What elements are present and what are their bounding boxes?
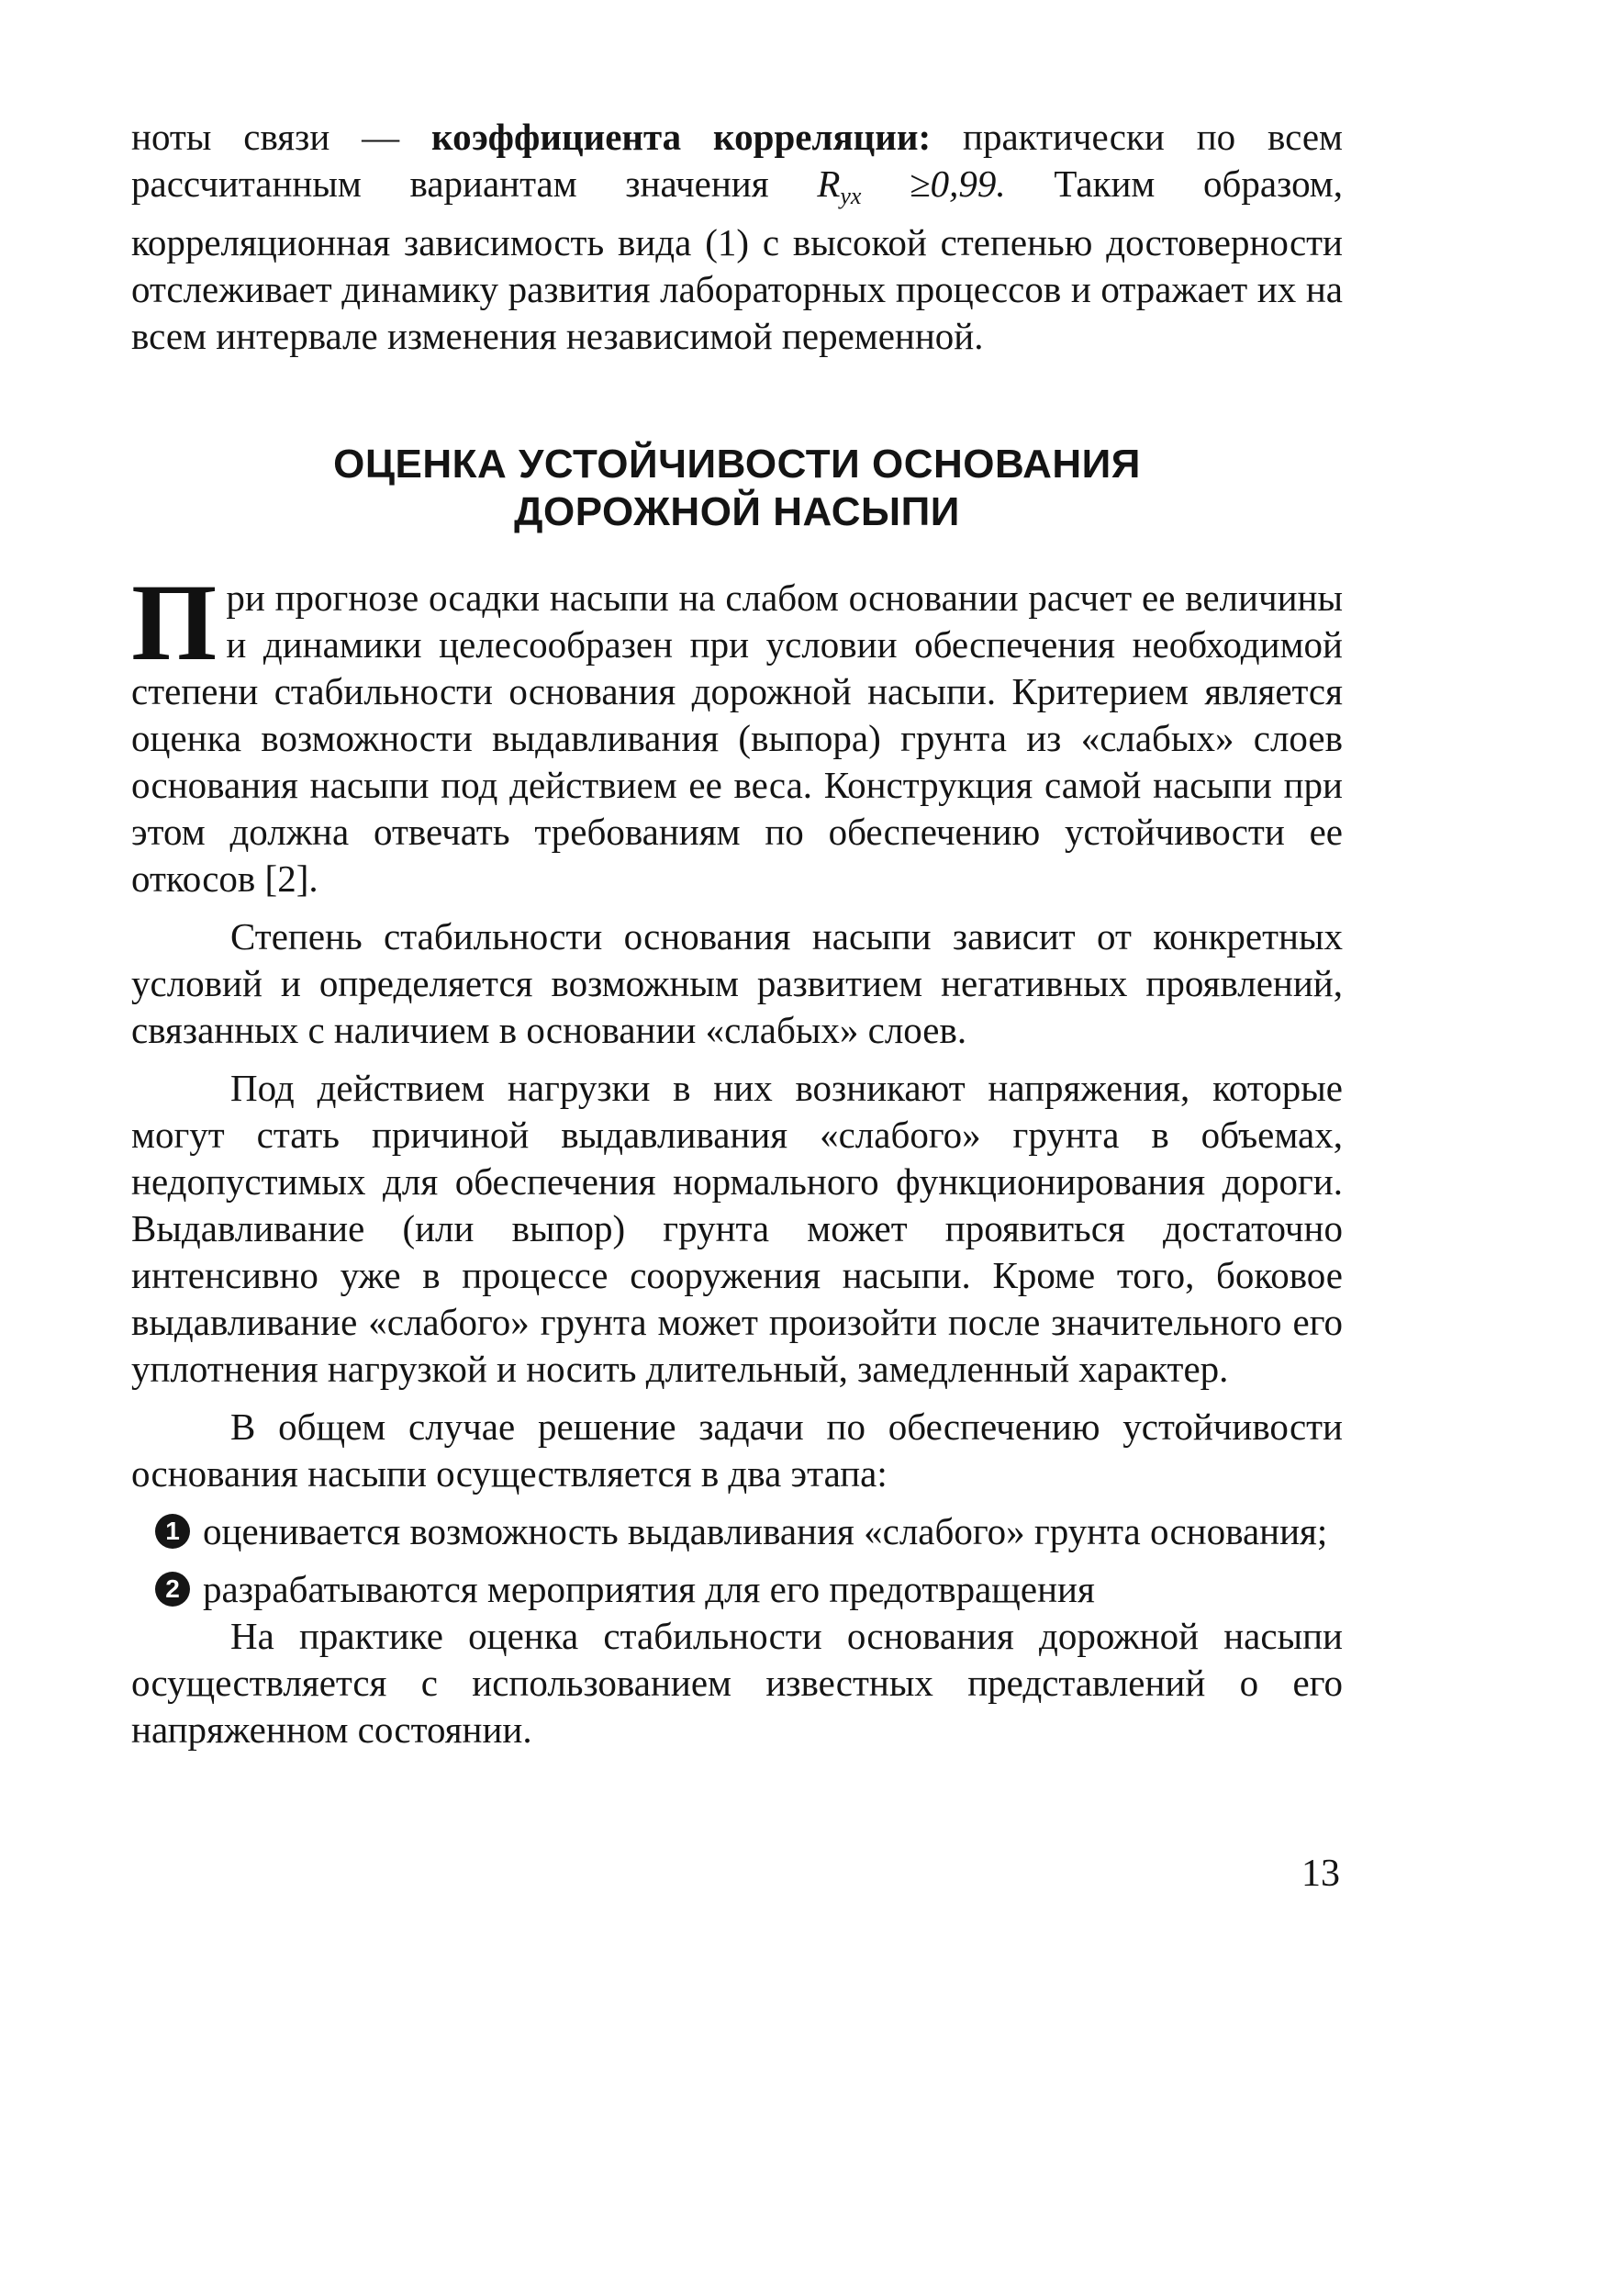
paragraph-3: Под действием нагрузки в них возникают напряжения, которые могут стать причиной выдавливания «слабого» грунта в объемах, недопустимых для обеспечения нормального функционирования дороги. Выдавливание (или выпор) грунта может проявиться достаточно интенсивно уже в процессе сооружения насыпи. Кроме того, боковое выдавливание «слабого» грунта может произойти после значительного его уплотнения нагрузкой и носить длительный, замедленный характер.: [131, 1067, 1343, 1390]
intro-prefix: ноты связи —: [131, 116, 432, 158]
section-heading: [131, 441, 1343, 536]
step-number-1-icon: 1: [155, 1514, 190, 1549]
correlation-term: коэффициента корреляции:: [431, 116, 932, 158]
steps-list: [131, 1508, 1343, 1613]
step-item: [131, 1508, 1343, 1555]
drop-cap-letter: П: [131, 561, 218, 683]
paragraph-1: [131, 561, 1343, 902]
paragraph-1-text: ри прогнозе осадки насыпи на слабом основании расчет ее величины и динамики целесообразен при условии обеспечения необходимой степени стабильности основания дорожной насыпи. Критерием является оценка возможности выдавливания (выпора) грунта из «слабых» слоев основания насыпи под действием ее веса. Конструкция самой насыпи при этом должна отвечать требованиям по обеспечению устойчивости ее откосов [2].: [131, 577, 1343, 900]
step-2-text: разрабатываются мероприятия для его предотвращения: [203, 1568, 1095, 1610]
section-heading-line-2: ДОРОЖНОЙ НАСЫПИ: [514, 489, 960, 534]
step-number-2-icon: 2: [155, 1572, 190, 1607]
intro-paragraph: [131, 114, 1343, 360]
paragraph-2: Степень стабильности основания насыпи зависит от конкретных условий и определяется возможным развитием негативных проявлений, связанных с наличием в основании «слабых» слоев.: [131, 915, 1343, 1051]
paragraph-5: На практике оценка стабильности основания дорожной насыпи осуществляется с использованием известных представлений о его напряженном состоянии.: [131, 1615, 1343, 1751]
intro-mid: практически по всем рассчитанным вариантам значения: [131, 116, 1343, 205]
page-number: 13: [1301, 1853, 1340, 1895]
step-1-text: оценивается возможность выдавливания «слабого» грунта основания;: [203, 1510, 1328, 1552]
paragraph-4: В общем случае решение задачи по обеспечению устойчивости основания насыпи осуществляется в два этапа:: [131, 1406, 1343, 1495]
correlation-symbol: R: [817, 162, 841, 205]
step-item: [131, 1566, 1343, 1613]
intro-suffix: Таким образом, корреляционная зависимость вида (1) с высокой степенью достоверности отслеживает динамику развития лабораторных процессов и отражает их на всем интервале изменения независимой переменной.: [131, 162, 1343, 357]
body-text: [131, 561, 1343, 1753]
intro-text: [131, 114, 1343, 360]
correlation-symbol-subscript: yx: [840, 183, 862, 209]
correlation-value: ≥0,99.: [861, 162, 1006, 205]
section-heading-line-1: ОЦЕНКА УСТОЙЧИВОСТИ ОСНОВАНИЯ: [333, 442, 1141, 487]
